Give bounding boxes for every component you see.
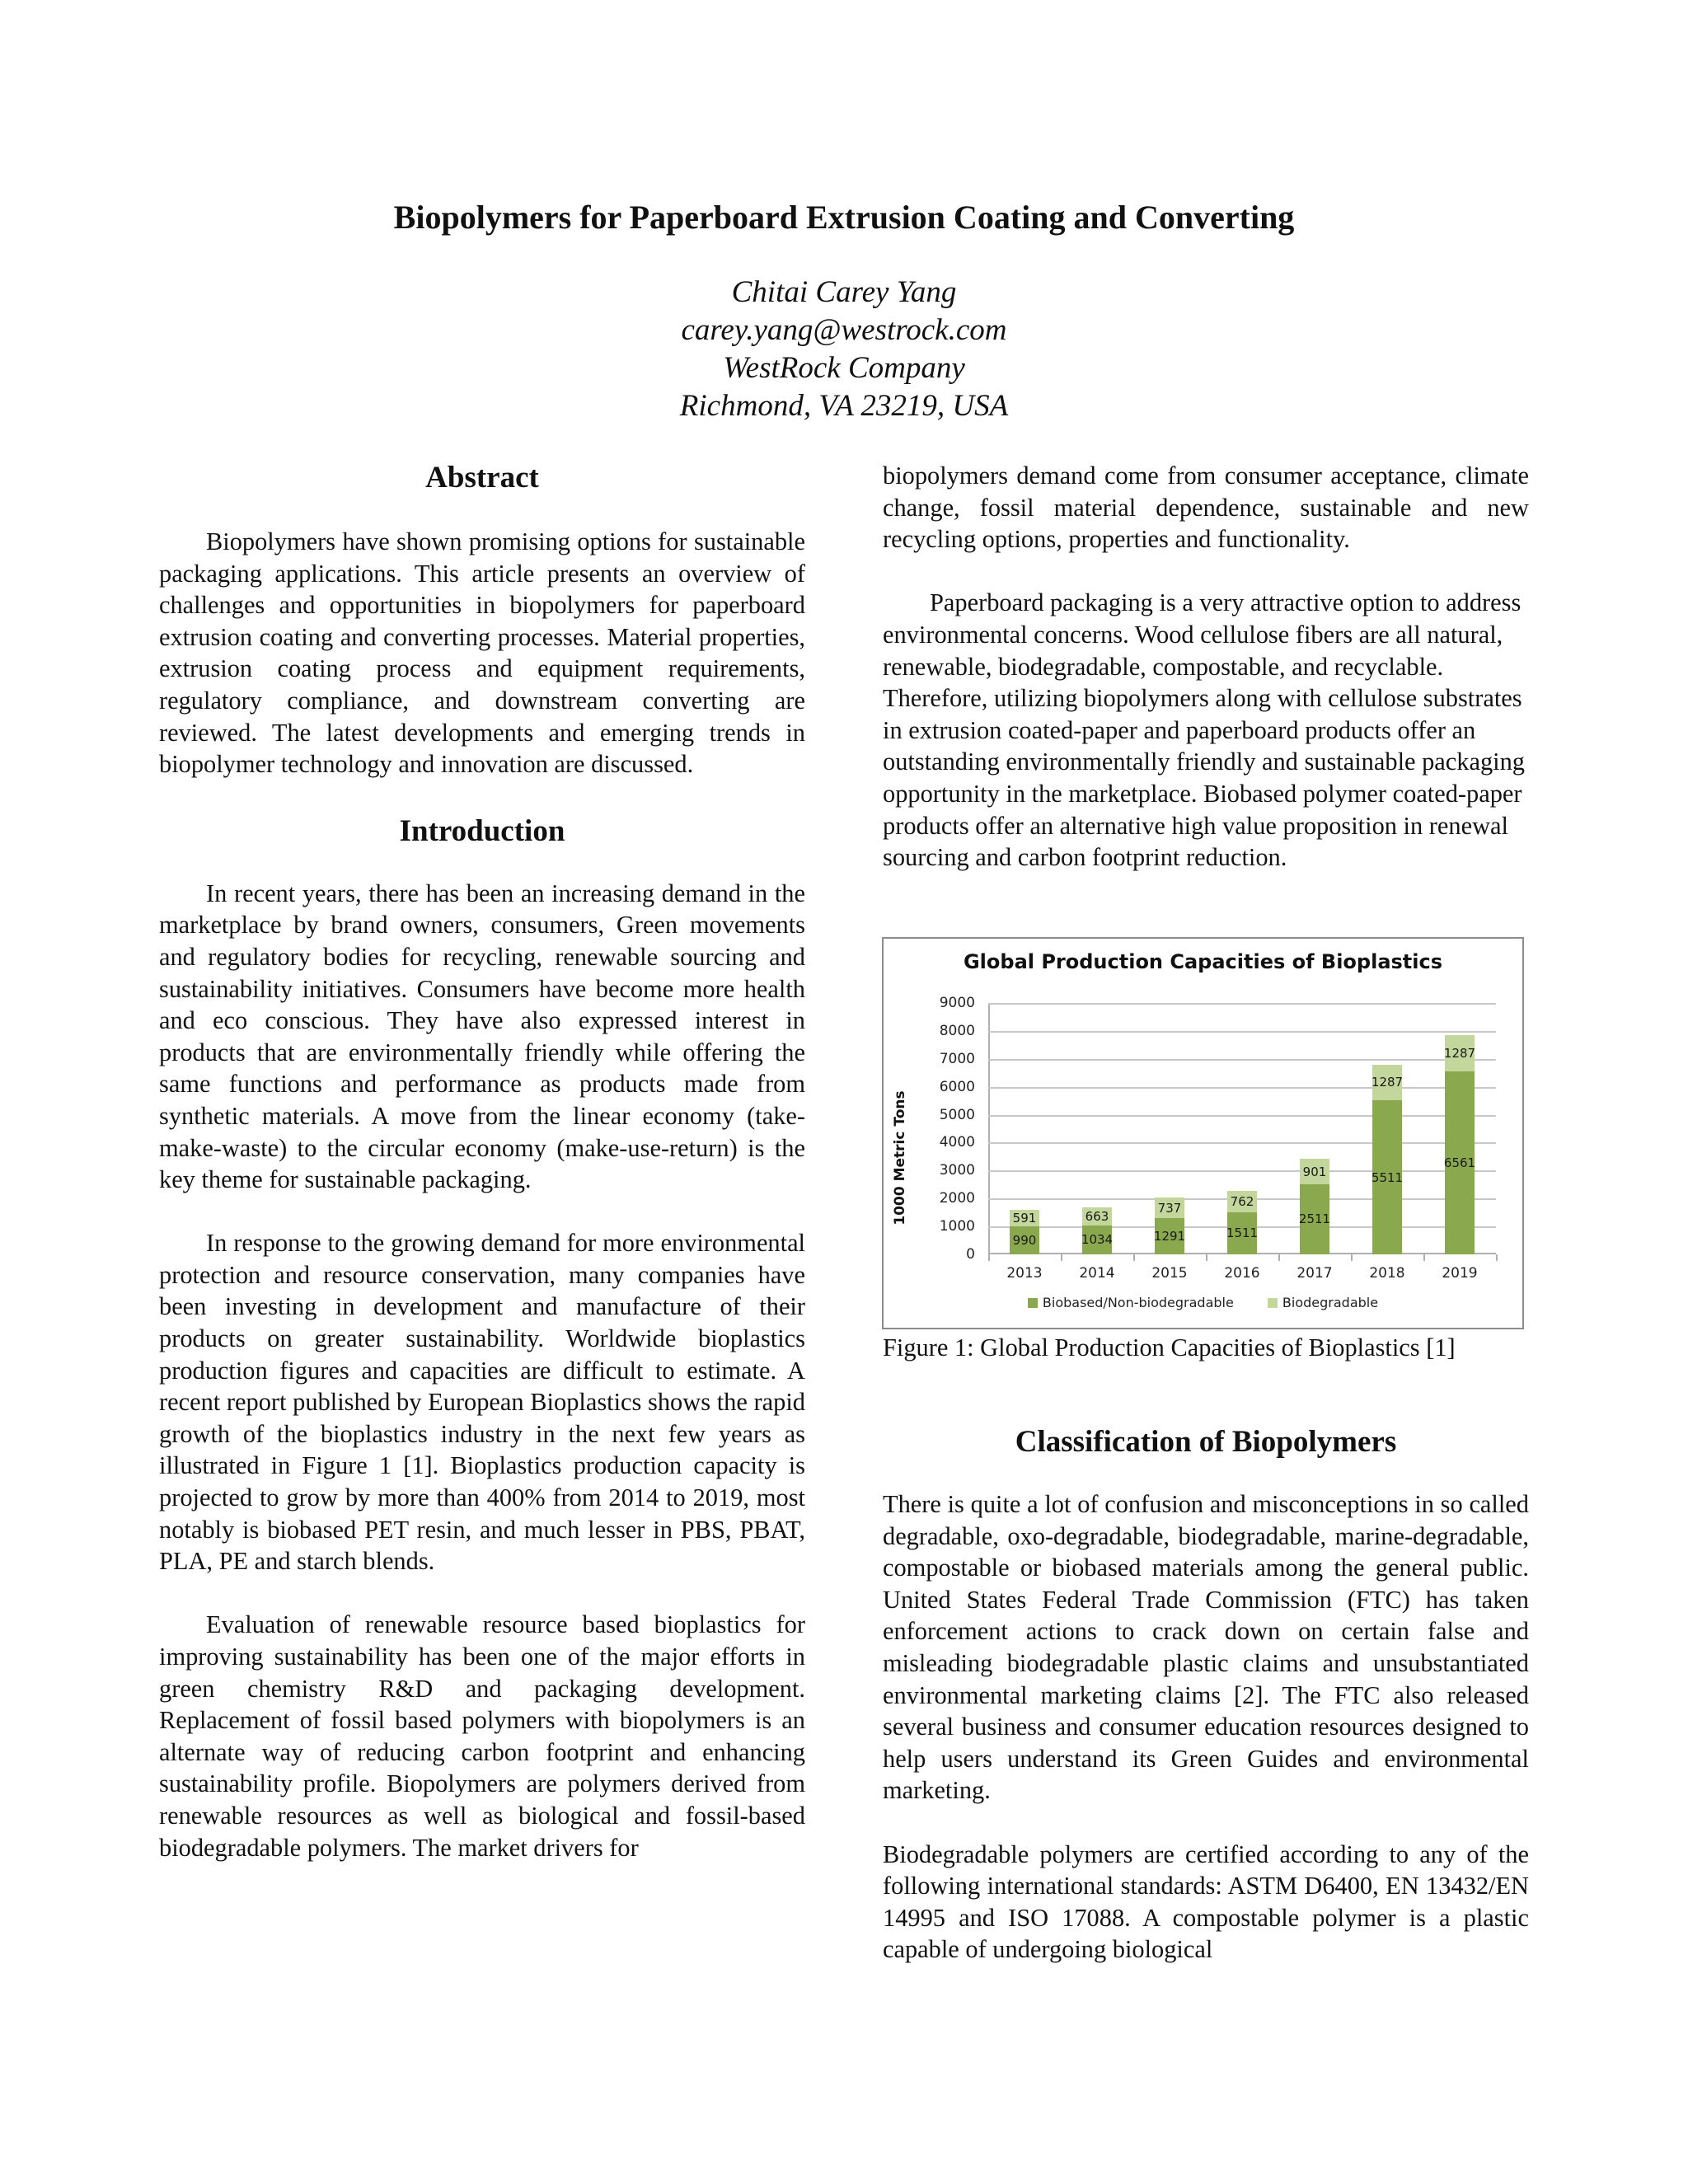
chart-x-tick-mark [1061, 1254, 1062, 1261]
author-affiliation: WestRock Company [723, 351, 965, 385]
right-column-bottom [883, 1424, 1529, 1966]
chart-bar-2016 [1227, 1191, 1257, 1254]
chart-data-label: 663 [1085, 1208, 1109, 1224]
figure-1-chart [882, 937, 1524, 1329]
chart-x-tick-mark [1133, 1254, 1135, 1261]
chart-y-tick-label: 7000 [939, 1050, 975, 1067]
legend-swatch-light-green-icon [1268, 1298, 1278, 1308]
chart-data-label: 2511 [1298, 1212, 1331, 1227]
chart-y-tick-label: 6000 [939, 1078, 975, 1095]
chart-y-tick-label: 8000 [939, 1022, 975, 1039]
chart-y-tick-label: 1000 [939, 1218, 975, 1235]
chart-gridline [988, 1003, 1496, 1005]
chart-x-tick-mark [988, 1254, 990, 1261]
chart-bar-2019 [1445, 1035, 1475, 1254]
classification-heading: Classification of Biopolymers [1015, 1425, 1397, 1459]
chart-title: Global Production Capacities of Bioplastics [963, 950, 1443, 973]
chart-y-tick-label: 2000 [939, 1190, 975, 1207]
legend-item-biobased: Biobased/Non-biodegradable [1028, 1295, 1234, 1310]
chart-data-label: 1287 [1443, 1045, 1476, 1061]
abstract-heading: Abstract [425, 461, 539, 494]
chart-gridline [988, 1170, 1496, 1172]
chart-bar-2015 [1155, 1197, 1184, 1254]
intro-paragraph-3-cont: biopolymers demand come from consumer acceptance, climate change, fossil material dependence, sustainable and new recycling options, properties and functionality. [883, 462, 1529, 554]
chart-gridline [988, 1059, 1496, 1061]
chart-bar-2018 [1372, 1065, 1402, 1254]
legend-item-biodegradable: Biodegradable [1268, 1295, 1378, 1310]
intro-paragraph-2: In response to the growing demand for more environmental protection and resource conservation, many companies have been investing in development and manufacture of their products on greater sustainability. Worldwide bioplastics production figures and capacities are difficult to estimate. A recent report published by European Bioplastics shows the rapid growth of the bioplastics industry in the next few years as illustrated in Figure 1 [1]. Bioplastics production capacity is projected to grow by more than 400% from 2014 to 2019, most notably is biobased PET resin, and much lesser in PBS, PBAT, PLA, PE and starch blends. [159, 1229, 805, 1576]
chart-bar-2013 [1010, 1210, 1039, 1254]
chart-plot-area [939, 995, 1496, 1282]
chart-x-tick-mark [1206, 1254, 1207, 1261]
chart-data-label: 1287 [1371, 1075, 1404, 1090]
chart-y-tick-label: 5000 [939, 1106, 975, 1123]
chart-x-tick-label: 2013 [1006, 1265, 1043, 1282]
chart-data-label: 5511 [1371, 1169, 1404, 1185]
chart-gridline [988, 1142, 1496, 1144]
chart-data-label: 6561 [1443, 1155, 1476, 1170]
chart-x-tick-mark [1278, 1254, 1280, 1261]
chart-x-tick-label: 2015 [1151, 1265, 1188, 1282]
chart-bar-2017 [1300, 1159, 1329, 1254]
chart-legend [884, 1295, 1522, 1310]
chart-data-label: 762 [1230, 1193, 1254, 1209]
chart-x-tick-label: 2017 [1296, 1265, 1333, 1282]
abstract-text: Biopolymers have shown promising options for sustainable packaging applications. This article presents an overview of challenges and opportunities in biopolymers for paperboard extrusion coating and converting processes. Material properties, extrusion coating process and equipment requirements, regulatory compliance, and downstream converting are reviewed. The latest developments and emerging trends in biopolymer technology and innovation are discussed. [159, 527, 805, 779]
chart-data-label: 591 [1012, 1211, 1037, 1226]
chart-y-axis-label: 1000 Metric Tons [892, 1090, 908, 1226]
author-block [0, 274, 1688, 425]
chart-x-tick-mark [1496, 1254, 1498, 1261]
paper-title: Biopolymers for Paperboard Extrusion Coating and Converting [393, 199, 1295, 236]
chart-x-tick-label: 2014 [1079, 1265, 1115, 1282]
chart-y-tick-label: 0 [966, 1246, 975, 1263]
left-column [159, 460, 805, 1863]
author-email: carey.yang@westrock.com [681, 313, 1007, 347]
intro-paragraph-3: Evaluation of renewable resource based bioplastics for improving sustainability has been one of the major efforts in green chemistry R&D and packaging development. Replacement of fossil based polymers with biopolymers is an alternate way of reducing carbon footprint and enhancing sustainability profile. Biopolymers are polymers derived from renewable resources as well as biological and fossil-based biodegradable polymers. The market drivers for [159, 1610, 805, 1862]
chart-data-label: 737 [1157, 1200, 1182, 1216]
chart-x-tick-label: 2019 [1442, 1265, 1478, 1282]
chart-gridline [988, 1115, 1496, 1117]
chart-x-tick-label: 2018 [1369, 1265, 1405, 1282]
intro-paragraph-4: Paperboard packaging is a very attractive option to address environmental concerns. Wood cellulose fibers are all natural, renewable, biodegradable, compostable, and recyclable. Therefore, utilizing biopolymers along with cellulose substrates in extrusion coated-paper and paperboard products offer an outstanding environmentally friendly and sustainable packaging opportunity in the marketplace. Biobased polymer coated-paper products offer an alternative high value proposition in renewal sourcing and carbon footprint reduction. [883, 588, 1525, 872]
introduction-heading: Introduction [399, 813, 565, 848]
chart-data-label: 1511 [1226, 1226, 1259, 1241]
author-name: Chitai Carey Yang [731, 275, 957, 309]
chart-y-tick-label: 3000 [939, 1162, 975, 1179]
chart-data-label: 1034 [1081, 1232, 1114, 1248]
chart-bar-2014 [1082, 1207, 1112, 1255]
author-location: Richmond, VA 23219, USA [679, 389, 1009, 423]
classification-paragraph-2: Biodegradable polymers are certified according to any of the following international standards: ASTM D6400, EN 13432/EN 14995 and ISO 17088. A compostable polymer is a plastic capable of undergoing biological [883, 1840, 1529, 1964]
classification-paragraph-1: There is quite a lot of confusion and misconceptions in so called degradable, oxo-degradable, biodegradable, marine-degradable, compostable or biobased materials among the general public. United States Federal Trade Commission (FTC) has taken enforcement actions to crack down on certain false and misleading biodegradable plastic claims and unsubstantiated environmental marketing claims [2]. The FTC also released several business and consumer education resources designed to help users understand its Green Guides and environmental marketing. [883, 1490, 1529, 1805]
chart-y-axis [988, 1003, 990, 1254]
chart-y-tick-label: 4000 [939, 1134, 975, 1151]
chart-x-tick-mark [1351, 1254, 1353, 1261]
chart-x-tick-label: 2016 [1224, 1265, 1260, 1282]
chart-y-tick-label: 9000 [939, 995, 975, 1011]
intro-paragraph-1: In recent years, there has been an increasing demand in the marketplace by brand owners, consumers, Green movements and regulatory bodies for recycling, renewable sourcing and sustainability initiatives. Consumers have become more health and eco conscious. They have also expressed interest in products that are environmentally friendly while offering the same functions and performance as products made from synthetic materials. A move from the linear economy (take-make-waste) to the circular economy (make-use-return) is the key theme for sustainable packaging. [159, 879, 805, 1194]
chart-gridline [988, 1087, 1496, 1089]
figure-caption: Figure 1: Global Production Capacities of Bioplastics [1] [883, 1333, 1456, 1361]
chart-data-label: 901 [1302, 1164, 1327, 1179]
chart-data-label: 1291 [1153, 1229, 1186, 1244]
chart-gridline [988, 1031, 1496, 1033]
chart-data-label: 990 [1012, 1233, 1037, 1249]
legend-swatch-dark-green-icon [1028, 1298, 1038, 1308]
chart-x-tick-mark [1423, 1254, 1425, 1261]
right-column-top [883, 460, 1529, 874]
